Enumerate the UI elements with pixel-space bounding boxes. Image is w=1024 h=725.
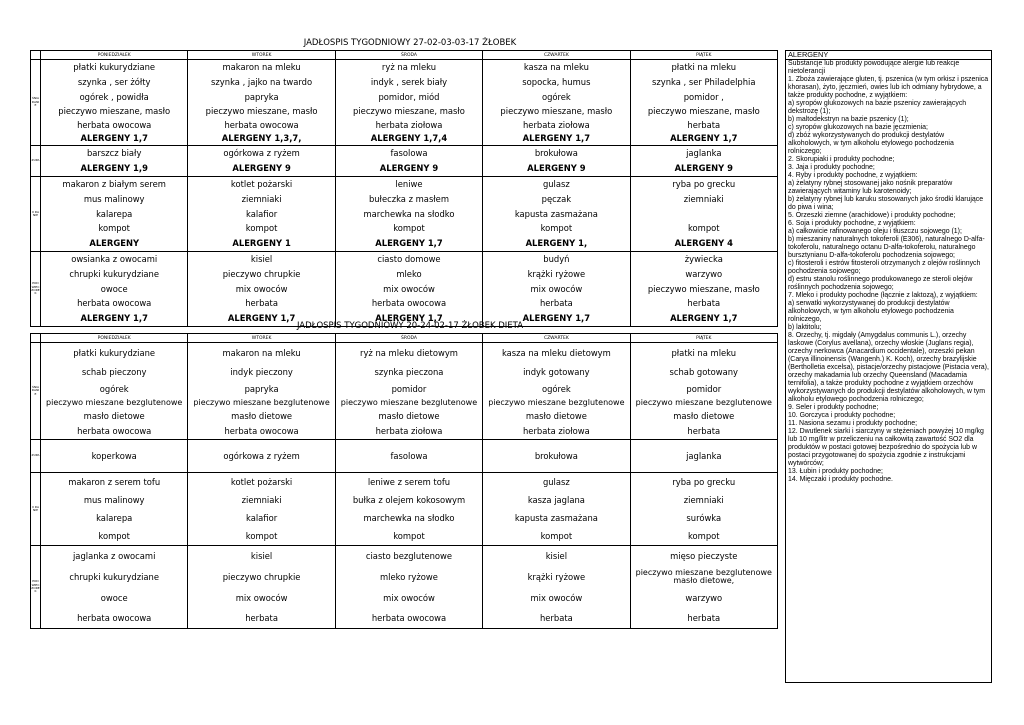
meal-item: indyk , serek biały bbox=[370, 76, 448, 87]
meal-cell bbox=[188, 546, 335, 629]
meal-item: kompot bbox=[540, 530, 573, 541]
meal-item: ciasto bezglutenowe bbox=[365, 550, 453, 561]
meal-item: owoce bbox=[100, 593, 128, 604]
meal-item: kompot bbox=[540, 223, 573, 234]
meal-item: fasolowa bbox=[390, 148, 428, 159]
meal-cell bbox=[630, 146, 777, 177]
meal-item: herbata owocowa bbox=[77, 120, 152, 131]
meal-cell bbox=[41, 251, 188, 326]
meal-item: płatki kukurydziane bbox=[73, 347, 156, 358]
meal-item: ogórek bbox=[541, 383, 571, 394]
meal-item: marchewka na słodko bbox=[363, 512, 455, 523]
allergen-line: 6. Soja i produkty pochodne, z wyjątkiem: bbox=[788, 220, 916, 227]
meal-item: kisiel bbox=[250, 253, 273, 264]
meal-cell bbox=[483, 440, 630, 473]
allergen-line: 14. Mięczaki i produkty pochodne. bbox=[788, 476, 893, 483]
meal-item: pieczywo mieszane, masło bbox=[205, 106, 318, 117]
allergen-line: b) żelatyny rybnej lub karuku stosowanych jako środki klarujące do piwa i wina; bbox=[788, 196, 984, 211]
meal-cell bbox=[630, 251, 777, 326]
meal-item: ryż na mleku bbox=[381, 61, 437, 72]
meal-item: kisiel bbox=[545, 550, 568, 561]
meal-item: kalafior bbox=[246, 512, 278, 523]
day-header: PONIEDZIAŁEK bbox=[41, 51, 188, 60]
meal-item: ryba po grecku bbox=[672, 178, 736, 189]
meal-item: koperkowa bbox=[91, 450, 137, 461]
corner-cell bbox=[31, 51, 41, 60]
meal-item: makaron na mleku bbox=[222, 61, 301, 72]
meal-item: herbata bbox=[539, 613, 573, 624]
meal-item: masło dietowe bbox=[378, 411, 440, 422]
allergen-code: ALERGENY 9 bbox=[674, 163, 733, 174]
meal-item: ryż na mleku dietowym bbox=[360, 347, 458, 358]
meal-item: herbata ziołowa bbox=[522, 425, 590, 436]
meal-item: pieczywo mieszane bezglutenowe bbox=[340, 398, 478, 408]
meal-item: jaglanka bbox=[686, 450, 722, 461]
meal-item: leniwe bbox=[395, 178, 423, 189]
meal-cell bbox=[483, 473, 630, 546]
meal-item: płatki na mleku bbox=[671, 347, 737, 358]
meal-item: pieczywo mieszane bezglutenowe bbox=[46, 398, 183, 408]
meal-item: kompot bbox=[245, 223, 278, 234]
meal-item: kompot bbox=[688, 223, 720, 234]
meal-item: kompot bbox=[393, 530, 425, 541]
meal-item: owsianka z owocami bbox=[71, 253, 158, 264]
allergen-line: 7. Mleko i produkty pochodne (łącznie z laktozą), z wyjątkiem: bbox=[788, 292, 978, 299]
allergen-line: 11. Nasiona sezamu i produkty pochodne; bbox=[788, 420, 918, 427]
meal-item: owoce bbox=[100, 283, 128, 294]
meal-cell bbox=[188, 251, 335, 326]
meal-item: herbata bbox=[687, 425, 721, 436]
allergen-code: ALERGENY 1,7 bbox=[80, 313, 148, 324]
meal-item: leniwe z serem tofu bbox=[367, 476, 451, 487]
meal-item: jaglanka bbox=[686, 148, 722, 159]
allergen-line: 5. Orzeszki ziemne (arachidowe) i produkty pochodne; bbox=[788, 212, 956, 219]
meal-item: masło dietowe bbox=[231, 411, 293, 422]
meal-cell bbox=[335, 343, 482, 440]
menu2-table bbox=[30, 333, 778, 629]
meal-item: herbata owocowa bbox=[224, 120, 299, 131]
allergen-code: ALERGENY 9 bbox=[379, 163, 439, 174]
meal-cell bbox=[188, 60, 335, 146]
meal-item: ziemniaki bbox=[683, 494, 724, 505]
allergen-line: d) zbóż wykorzystywanych do produkcji destylatów alkoholowych, w tym alkoholu etylowego pochodzenia rolniczego; bbox=[788, 132, 954, 155]
meal-item: kapusta zasmażana bbox=[514, 512, 598, 523]
meal-item: kotlet pożarski bbox=[230, 476, 293, 487]
meal-item: jaglanka z owocami bbox=[72, 550, 156, 561]
meal-label: ZUPA bbox=[31, 146, 41, 177]
meal-item: herbata ziołowa bbox=[522, 120, 590, 131]
meal-cell bbox=[630, 473, 777, 546]
allergen-code: ALERGENY bbox=[89, 238, 140, 249]
meal-cell bbox=[630, 343, 777, 440]
meal-item: budyń bbox=[543, 253, 570, 264]
meal-item: herbata ziołowa bbox=[375, 425, 443, 436]
allergen-line: 1. Zboża zawierające gluten, tj. pszenica (w tym orkisz i pszenica khorasan), żyto, jęczmień, owies lub ich odmiany hybrydowe, a także produkty pochodne, z wyjątkiem: bbox=[788, 76, 989, 99]
day-header: ŚRODA bbox=[335, 51, 482, 60]
allergen-code: ALERGENY 1,7 bbox=[522, 313, 591, 324]
meal-cell bbox=[630, 440, 777, 473]
allergen-code: ALERGENY 1,7,4 bbox=[370, 133, 448, 144]
meal-cell bbox=[188, 440, 335, 473]
meal-cell bbox=[188, 473, 335, 546]
meal-cell bbox=[41, 440, 188, 473]
meal-item: schab pieczony bbox=[81, 366, 147, 377]
meal-item: fasolowa bbox=[390, 450, 428, 461]
allergen-line: Substancje lub produkty powodujące alergie lub reakcje nietolerancji bbox=[788, 60, 960, 75]
meal-item: mix owoców bbox=[383, 593, 435, 604]
meal-item: sopocka, humus bbox=[522, 76, 591, 87]
meal-cell bbox=[335, 176, 482, 251]
allergen-line: 9. Seler i produkty pochodne; bbox=[788, 404, 879, 411]
allergen-code: ALERGENY 1,3,7, bbox=[221, 133, 302, 144]
meal-item: kapusta zasmażana bbox=[514, 208, 598, 219]
meal-item: pieczywo mieszane, masło bbox=[647, 106, 760, 117]
meal-item: ogórkowa z ryżem bbox=[223, 148, 300, 159]
allergen-line: b) laktitolu; bbox=[788, 324, 822, 331]
meal-item: gulasz bbox=[542, 476, 570, 487]
allergen-line: a) całkowicie rafinowanego oleju i tłuszczu sojowego (1); bbox=[788, 228, 962, 235]
meal-item: pieczywo mieszane bezglutenowe bbox=[635, 398, 772, 408]
meal-item: ogórek bbox=[541, 91, 571, 102]
allergen-code: ALERGENY 1,7 bbox=[522, 133, 591, 144]
meal-cell bbox=[335, 146, 482, 177]
allergen-code: ALERGENY 1,7 bbox=[670, 133, 738, 144]
allergen-code: ALERGENY 4 bbox=[674, 238, 733, 249]
allergen-code: ALERGENY 1,7 bbox=[375, 238, 443, 249]
meal-item: mleko bbox=[396, 268, 422, 279]
allergen-line: 2. Skorupiaki i produkty pochodne; bbox=[788, 156, 895, 163]
meal-item: masło dietowe bbox=[525, 411, 587, 422]
meal-item: pieczywo mieszane bezglutenowe masło dietowe, bbox=[635, 567, 772, 585]
meal-item: papryka bbox=[244, 91, 279, 102]
allergen-code: ALERGENY 1,7 bbox=[227, 313, 296, 324]
allergen-line: a) żelatyny rybnej stosowanej jako nośnik preparatów zawierających witaminy lub karotenoidy; bbox=[788, 180, 953, 195]
meal-item: barszcz biały bbox=[86, 148, 142, 159]
meal-item: ryba po grecku bbox=[672, 476, 736, 487]
meal-item: bułeczka z masłem bbox=[368, 193, 449, 204]
meal-item: warzywo bbox=[685, 593, 723, 604]
meal-item: szynka , jajko na twardo bbox=[211, 76, 313, 87]
meal-item: kompot bbox=[688, 530, 720, 541]
allergen-line: c) syropów glukozowych na bazie jęczmienia; bbox=[788, 124, 928, 131]
meal-item: ziemniaki bbox=[241, 494, 282, 505]
meal-item: herbata bbox=[687, 613, 721, 624]
meal-item: szynka pieczona bbox=[374, 366, 444, 377]
meal-item: chrupki kukurydziane bbox=[69, 268, 160, 279]
meal-item: szynka , ser Philadelphia bbox=[652, 76, 756, 87]
menu2-title: JADŁOSPIS TYGODNIOWY 20-24-02-17 ŻŁOBEK DIETA bbox=[296, 321, 524, 331]
meal-cell bbox=[335, 251, 482, 326]
meal-item: pieczywo mieszane, masło bbox=[500, 106, 613, 117]
meal-cell bbox=[188, 343, 335, 440]
allergen-line: 13. Łubin i produkty pochodne; bbox=[788, 468, 883, 475]
meal-item: pieczywo chrupkie bbox=[222, 268, 301, 279]
meal-item: mix owoców bbox=[530, 283, 583, 294]
meal-item: herbata bbox=[687, 120, 721, 131]
meal-item: makaron z białym serem bbox=[62, 178, 166, 189]
meal-item: kalafior bbox=[246, 208, 278, 219]
meal-item: szynka , ser żółty bbox=[77, 76, 151, 87]
meal-item: surówka bbox=[686, 512, 722, 523]
meal-item: herbata owocowa bbox=[371, 613, 447, 624]
meal-item: indyk gotowany bbox=[523, 366, 590, 377]
meal-cell bbox=[483, 546, 630, 629]
meal-item: pomidor bbox=[686, 383, 722, 394]
meal-item: makaron z serem tofu bbox=[68, 476, 161, 487]
meal-item: pieczywo chrupkie bbox=[222, 571, 301, 582]
meal-item: indyk pieczony bbox=[230, 366, 293, 377]
meal-item: brokułowa bbox=[534, 450, 578, 461]
meal-label: ŚNIADANIE bbox=[31, 60, 41, 146]
meal-item: herbata bbox=[245, 298, 278, 309]
allergen-line: 3. Jaja i produkty pochodne; bbox=[788, 164, 875, 171]
meal-item: płatki kukurydziane bbox=[73, 61, 156, 72]
meal-item: papryka bbox=[244, 383, 279, 394]
allergen-code: ALERGENY 9 bbox=[232, 163, 291, 174]
meal-cell bbox=[630, 546, 777, 629]
meal-item: warzywo bbox=[685, 268, 723, 279]
day-header: PIĄTEK bbox=[630, 334, 777, 343]
meal-item: pomidor bbox=[391, 383, 427, 394]
allergens-heading: ALERGENY bbox=[786, 51, 991, 60]
meal-cell bbox=[188, 146, 335, 177]
meal-cell bbox=[483, 60, 630, 146]
meal-item: herbata bbox=[539, 298, 573, 309]
allergen-line: c) fitosteroli i estrów fitosteroli otrzymanych z olejów roślinnych pochodzenia sojowego; bbox=[788, 260, 981, 275]
meal-item: ciasto domowe bbox=[377, 253, 441, 264]
meal-cell bbox=[41, 343, 188, 440]
day-header: WTOREK bbox=[188, 51, 335, 60]
meal-item: makaron na mleku bbox=[222, 347, 301, 358]
meal-cell bbox=[41, 146, 188, 177]
allergen-code: ALERGENY 1 bbox=[232, 238, 291, 249]
meal-item: kasza na mleku bbox=[523, 61, 589, 72]
allergen-line: a) syropów glukozowych na bazie pszenicy zawierających dekstrozę (1); bbox=[788, 100, 967, 115]
meal-item: ziemniaki bbox=[683, 193, 724, 204]
meal-item: kalarepa bbox=[96, 208, 133, 219]
meal-cell bbox=[41, 546, 188, 629]
meal-item: pieczywo mieszane, masło bbox=[58, 106, 171, 117]
meal-cell bbox=[630, 60, 777, 146]
meal-label: PODWIECZOREK bbox=[31, 546, 41, 629]
allergen-code: ALERGENY 1,7 bbox=[670, 313, 738, 324]
meal-cell bbox=[630, 176, 777, 251]
meal-item: schab gotowany bbox=[669, 366, 739, 377]
meal-cell bbox=[41, 60, 188, 146]
meal-item: kisiel bbox=[250, 550, 273, 561]
allergen-code: ALERGENY 1,7 bbox=[375, 313, 443, 324]
meal-item: mix owoców bbox=[235, 593, 288, 604]
meal-cell bbox=[335, 473, 482, 546]
meal-item: herbata owocowa bbox=[371, 298, 447, 309]
day-header: CZWARTEK bbox=[483, 334, 630, 343]
meal-item bbox=[631, 207, 777, 222]
meal-item: płatki na mleku bbox=[671, 61, 737, 72]
allergen-code: ALERGENY 1,7 bbox=[80, 133, 148, 144]
allergen-line: b) maltodekstryn na bazie pszenicy (1); bbox=[788, 116, 909, 123]
meal-label: PODWIECZOREK bbox=[31, 251, 41, 326]
meal-item: chrupki kukurydziane bbox=[69, 571, 160, 582]
meal-item: herbata bbox=[245, 613, 278, 624]
allergen-line: b) mieszaniny naturalnych tokoferoli (E306), naturalnego D-alfa-tokoferolu, naturalnego octanu D-alfa-tokoferolu, naturalnego bursztynianu D-alfa-tokoferolu pochodzenia sojowego; bbox=[788, 236, 985, 259]
meal-item: mus malinowy bbox=[83, 193, 145, 204]
meal-item: kasza na mleku dietowym bbox=[501, 347, 611, 358]
meal-item: pieczywo mieszane bezglutenowe bbox=[193, 398, 330, 408]
meal-item: herbata bbox=[687, 298, 721, 309]
meal-item: pieczywo mieszane bezglutenowe bbox=[488, 398, 625, 408]
allergen-line: 8. Orzechy, tj. migdały (Amygdalus communis L.), orzechy laskowe (Corylus avellana), orzechy włoskie (Juglans regia), orzechy nerkowca (Anacardium occidentale), orzeszki pekan (Carya illinoinensis (Wangenh.) K. Koch), orzechy brazylijskie (Bertholletia excelsa), pistacje/orzechy pistacjowe (Pistacia vera), orzechy makadamia lub orzechy Queensland (Macadamia ternifolia), a także produkty pochodne z wyjątkiem orzechów wykorzystywanych do produkcji destylatów alkoholowych, w tym alkoholu etylowego pochodzenia rolniczego; bbox=[788, 332, 989, 403]
meal-item: mięso pieczyste bbox=[670, 550, 738, 561]
meal-item: ziemniaki bbox=[241, 193, 282, 204]
meal-item: kompot bbox=[393, 223, 425, 234]
meal-cell bbox=[335, 546, 482, 629]
day-header: WTOREK bbox=[188, 334, 335, 343]
meal-cell bbox=[335, 60, 482, 146]
meal-item: mleko ryżowe bbox=[380, 571, 438, 582]
meal-cell bbox=[335, 440, 482, 473]
meal-cell bbox=[41, 176, 188, 251]
meal-item: pieczywo mieszane, masło bbox=[647, 283, 760, 294]
allergen-line: d) estru stanolu roślinnego produkowanego ze steroli olejów roślinnych pochodzenia sojowego; bbox=[788, 276, 973, 291]
meal-item: ogórek bbox=[99, 383, 129, 394]
meal-item: herbata owocowa bbox=[77, 298, 152, 309]
meal-item: mix owoców bbox=[530, 593, 583, 604]
meal-item: pęczak bbox=[541, 193, 572, 204]
day-header: CZWARTEK bbox=[483, 51, 630, 60]
allergens-panel bbox=[785, 50, 992, 683]
meal-item: pieczywo mieszane, masło bbox=[353, 106, 465, 117]
menu1-title: JADŁOSPIS TYGODNIOWY 27-02-03-03-17 ŻŁOBEK bbox=[303, 38, 517, 48]
meal-label: ZUPA bbox=[31, 440, 41, 473]
meal-item: masło dietowe bbox=[83, 411, 145, 422]
meal-item: kompot bbox=[98, 530, 130, 541]
meal-item: kalarepa bbox=[96, 512, 133, 523]
meal-item: mix owoców bbox=[383, 283, 435, 294]
meal-cell bbox=[483, 146, 630, 177]
meal-item: marchewka na słodko bbox=[363, 208, 455, 219]
meal-item: pomidor , bbox=[683, 91, 724, 102]
meal-item: kasza jaglana bbox=[527, 494, 585, 505]
meal-item: pomidor, miód bbox=[378, 91, 440, 102]
meal-item: gulasz bbox=[542, 178, 570, 189]
meal-item: herbata ziołowa bbox=[375, 120, 443, 131]
meal-item: kompot bbox=[98, 223, 130, 234]
allergen-code: ALERGENY 9 bbox=[527, 163, 586, 174]
meal-cell bbox=[483, 251, 630, 326]
meal-item: kotlet pożarski bbox=[230, 178, 293, 189]
meal-item: herbata owocowa bbox=[77, 613, 152, 624]
meal-item: bułka z olejem kokosowym bbox=[352, 494, 466, 505]
allergen-line: a) serwatki wykorzystywanej do produkcji destylatów alkoholowych, w tym alkoholu etylowego pochodzenia rolniczego, bbox=[788, 300, 954, 323]
meal-item: mix owoców bbox=[235, 283, 288, 294]
meal-item: ogórkowa z ryżem bbox=[223, 450, 300, 461]
allergens-list bbox=[788, 60, 989, 484]
meal-item: żywiecka bbox=[684, 253, 723, 264]
meal-cell bbox=[41, 473, 188, 546]
corner-cell bbox=[31, 334, 41, 343]
allergen-code: ALERGENY 1, bbox=[525, 238, 588, 249]
meal-cell bbox=[483, 343, 630, 440]
meal-item: herbata owocowa bbox=[224, 425, 299, 436]
meal-item: brokułowa bbox=[534, 148, 578, 159]
meal-item: kompot bbox=[245, 530, 278, 541]
meal-item: ogórek , powidła bbox=[79, 91, 149, 102]
meal-item: krążki ryżowe bbox=[527, 571, 586, 582]
menu1-table bbox=[30, 50, 778, 327]
day-header: PIĄTEK bbox=[630, 51, 777, 60]
meal-label: ŚNIADANIE bbox=[31, 343, 41, 440]
meal-item: herbata owocowa bbox=[77, 425, 152, 436]
day-header: PONIEDZIAŁEK bbox=[41, 334, 188, 343]
allergen-code: ALERGENY 1,9 bbox=[80, 163, 148, 174]
meal-item: masło dietowe bbox=[673, 411, 735, 422]
meal-item: mus malinowy bbox=[83, 494, 145, 505]
meal-label: II DANIE bbox=[31, 473, 41, 546]
allergen-line: 4. Ryby i produkty pochodne, z wyjątkiem: bbox=[788, 172, 918, 179]
meal-label: II DANIE bbox=[31, 176, 41, 251]
meal-cell bbox=[483, 176, 630, 251]
day-header: ŚRODA bbox=[335, 334, 482, 343]
meal-cell bbox=[188, 176, 335, 251]
allergen-line: 10. Gorczyca i produkty pochodne; bbox=[788, 412, 896, 419]
allergen-line: 12. Dwutlenek siarki i siarczyny w stężeniach powyżej 10 mg/kg lub 10 mg/litr w przeliczeniu na całkowitą zawartość SO2 dla produktów w postaci gotowej bezpośrednio do spożycia lub w postaci przygotowanej do spożycia zgodnie z instrukcjami wytwórców; bbox=[788, 428, 984, 467]
meal-item: krążki ryżowe bbox=[527, 268, 586, 279]
